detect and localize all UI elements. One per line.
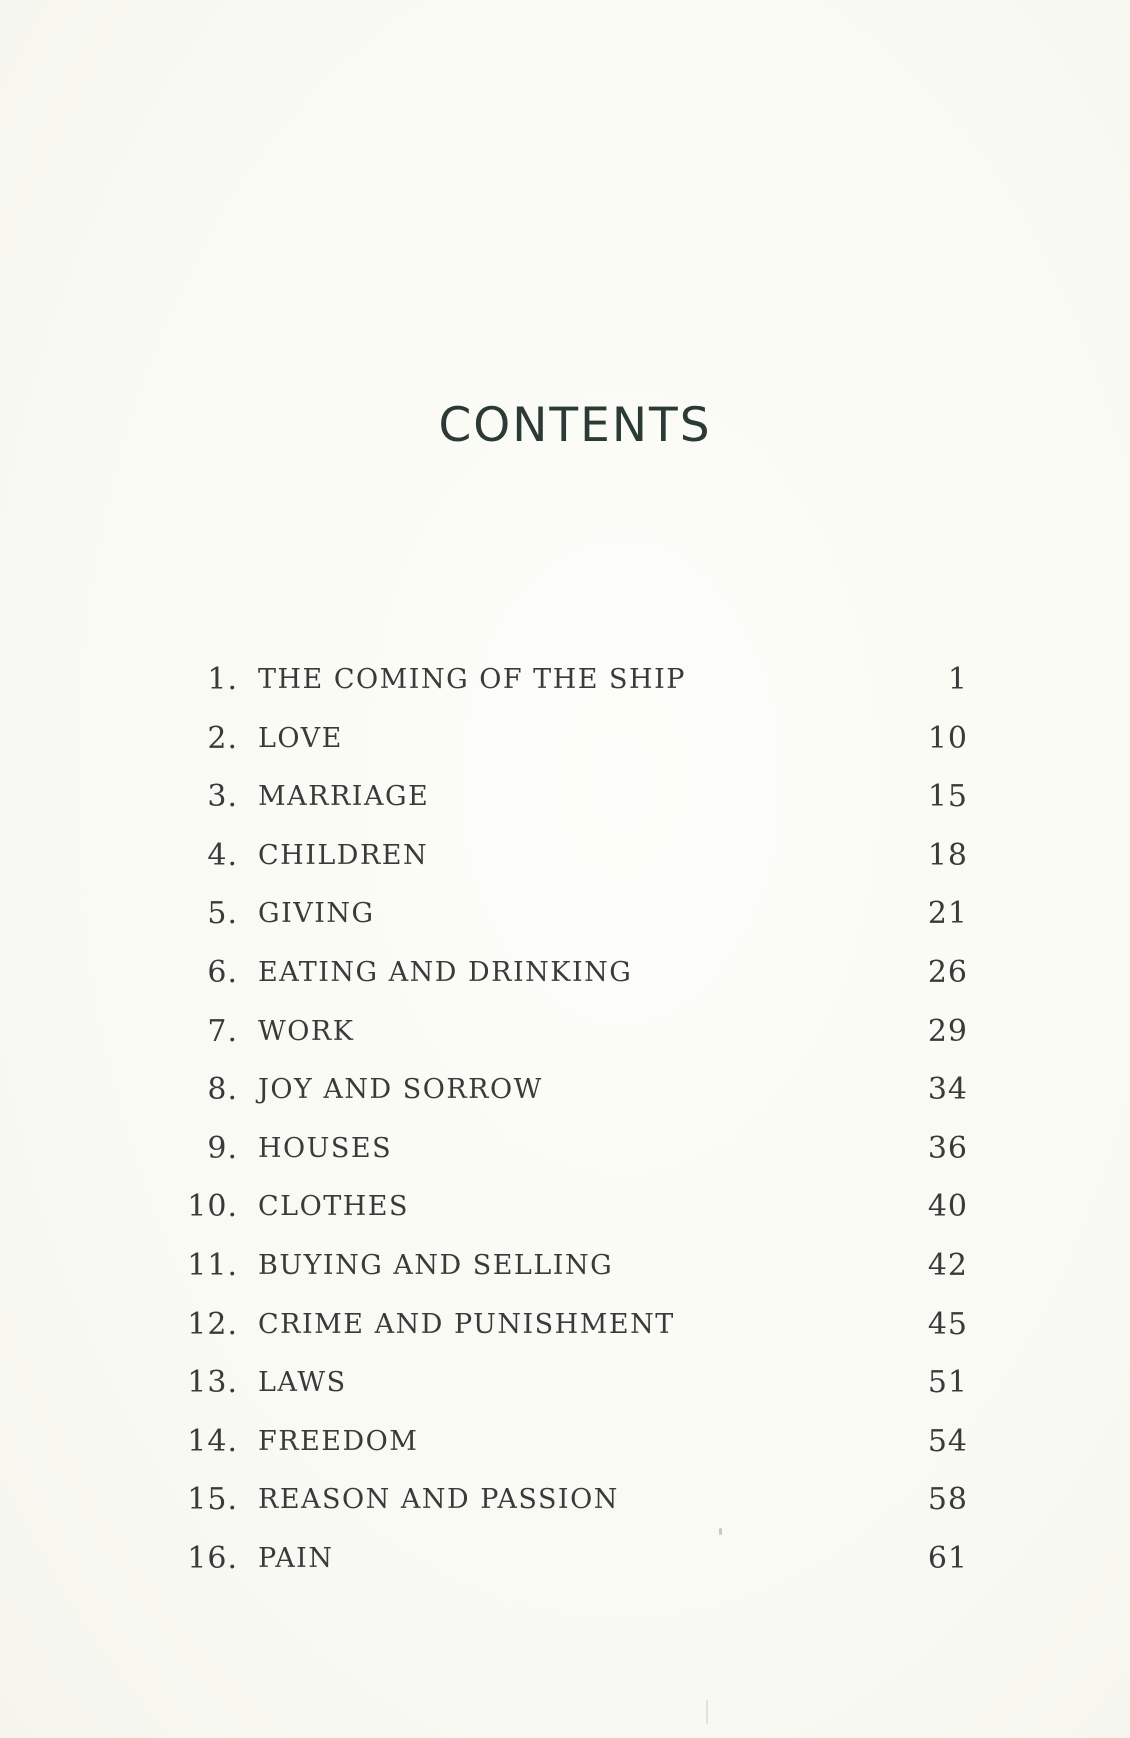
page-number: 40 [927, 1189, 968, 1225]
chapter-title: MARRIAGE [258, 781, 430, 813]
page-number: 42 [927, 1247, 968, 1283]
chapter-title: CLOTHES [258, 1191, 409, 1223]
page-number: 36 [927, 1130, 968, 1166]
toc-entry [0, 945, 1130, 1004]
page-number: 18 [927, 837, 968, 873]
toc-entry [0, 1004, 1130, 1063]
contents-heading: CONTENTS [438, 398, 712, 453]
paper-speck [706, 1700, 708, 1724]
page-number: 26 [927, 954, 968, 990]
chapter-title: GIVING [258, 898, 375, 930]
chapter-title: HOUSES [258, 1132, 393, 1164]
chapter-number: 5. [207, 896, 238, 932]
chapter-number: 9. [207, 1130, 238, 1166]
page-number: 10 [927, 720, 968, 756]
chapter-title: LOVE [258, 722, 343, 754]
chapter-number: 7. [207, 1013, 238, 1049]
chapter-number: 3. [207, 779, 238, 815]
toc-entry [0, 1355, 1130, 1414]
toc-entry [0, 1238, 1130, 1297]
page-number: 54 [927, 1423, 968, 1459]
chapter-number: 14. [187, 1423, 238, 1459]
page-number: 21 [927, 896, 968, 932]
chapter-number: 15. [187, 1482, 238, 1518]
chapter-title: CHILDREN [258, 839, 429, 871]
toc-entry [0, 711, 1130, 770]
page-number: 45 [927, 1306, 968, 1342]
chapter-title: CRIME AND PUNISHMENT [258, 1308, 675, 1340]
toc-entry [0, 769, 1130, 828]
chapter-title: FREEDOM [258, 1425, 419, 1457]
chapter-number: 1. [207, 662, 238, 697]
toc-entry [0, 1179, 1130, 1238]
page-number: 29 [927, 1013, 968, 1049]
chapter-number: 8. [207, 1072, 238, 1108]
chapter-number: 2. [207, 720, 238, 756]
chapter-title: BUYING AND SELLING [258, 1249, 614, 1281]
toc-entry [0, 1414, 1130, 1473]
page-number: 34 [927, 1072, 968, 1108]
chapter-title: REASON AND PASSION [258, 1484, 619, 1516]
chapter-number: 4. [207, 837, 238, 873]
page-number: 1 [947, 662, 968, 697]
chapter-title: THE COMING OF THE SHIP [258, 664, 686, 695]
toc-entry [0, 1062, 1130, 1121]
toc-entry [0, 828, 1130, 887]
chapter-number: 16. [187, 1540, 238, 1576]
chapter-title: JOY AND SORROW [258, 1074, 543, 1106]
chapter-number: 6. [207, 954, 238, 990]
toc-entry [0, 1297, 1130, 1356]
page-number: 15 [927, 779, 968, 815]
table-of-contents [0, 652, 1130, 1590]
page-number: 58 [927, 1482, 968, 1518]
toc-entry [0, 1121, 1130, 1180]
chapter-title: PAIN [258, 1542, 334, 1574]
chapter-number: 12. [187, 1306, 238, 1342]
toc-entry [0, 652, 1130, 711]
paper-speck [719, 1528, 722, 1535]
page-number: 51 [927, 1365, 968, 1401]
toc-entry [0, 1472, 1130, 1531]
chapter-title: WORK [258, 1015, 355, 1047]
page-number: 61 [927, 1540, 968, 1576]
chapter-title: LAWS [258, 1367, 347, 1399]
chapter-number: 10. [187, 1189, 238, 1225]
chapter-number: 13. [187, 1365, 238, 1401]
chapter-title: EATING AND DRINKING [258, 956, 633, 988]
toc-entry [0, 1531, 1130, 1590]
chapter-number: 11. [187, 1247, 238, 1283]
toc-entry [0, 886, 1130, 945]
